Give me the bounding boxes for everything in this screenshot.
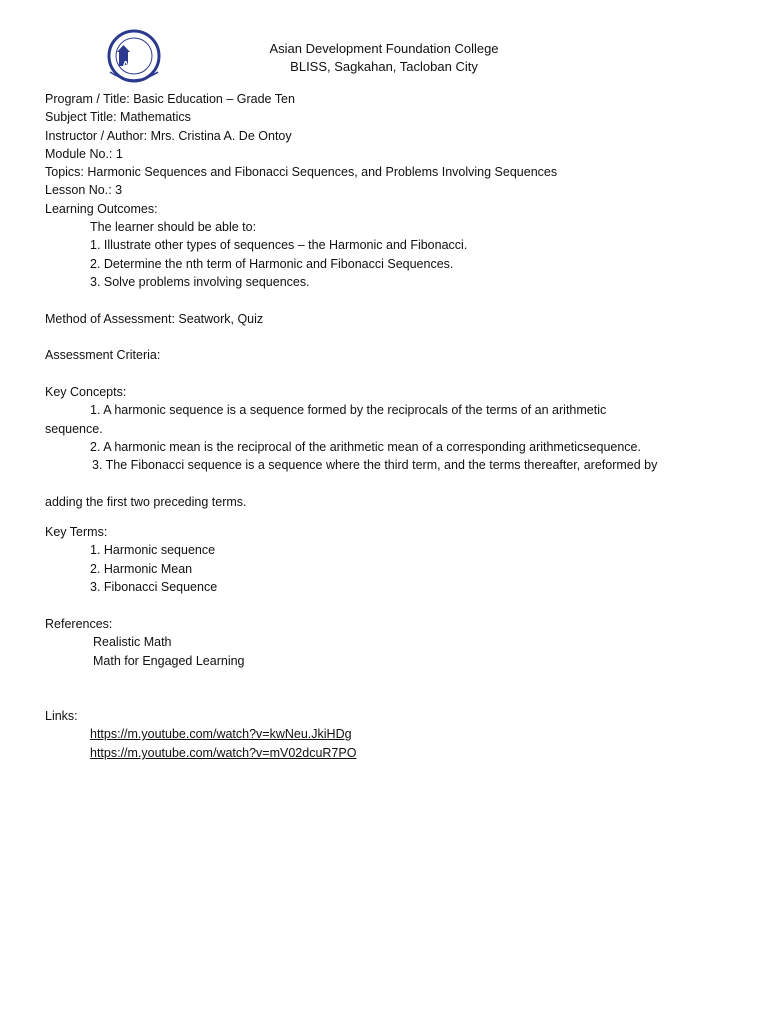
key-terms-heading: Key Terms: [45, 525, 108, 539]
logo-text: ADF [122, 60, 143, 71]
institution-name: Asian Development Foundation College [269, 41, 499, 56]
program-title: Program / Title: Basic Education – Grade Ten [45, 92, 295, 106]
assessment-criteria: Assessment Criteria: [45, 348, 161, 362]
key-concept-item-continued: adding the first two preceding terms. [45, 495, 247, 509]
reference-item: Realistic Math [93, 635, 172, 649]
key-term-item: 2. Harmonic Mean [90, 562, 193, 576]
youtube-link[interactable]: https://m.youtube.com/watch?v=kwNeu.JkiHDg [90, 727, 352, 741]
youtube-link[interactable]: https://m.youtube.com/watch?v=mV02dcuR7PO [90, 746, 357, 760]
outcome-item: 2. Determine the nth term of Harmonic and Fibonacci Sequences. [90, 257, 454, 271]
lesson-number: Lesson No.: 3 [45, 183, 123, 197]
key-concept-item: 3. The Fibonacci sequence is a sequence where the third term, and the terms thereafter, areformed by [92, 458, 658, 472]
key-concept-item: 2. A harmonic mean is the reciprocal of the arithmetic mean of a corresponding arithmeticsequence. [90, 440, 641, 454]
assessment-method: Method of Assessment: Seatwork, Quiz [45, 312, 264, 326]
links-heading: Links: [45, 709, 78, 723]
key-term-item: 1. Harmonic sequence [90, 543, 216, 557]
reference-item: Math for Engaged Learning [93, 654, 245, 668]
outcomes-intro: The learner should be able to: [90, 220, 257, 234]
key-concept-item: 1. A harmonic sequence is a sequence formed by the reciprocals of the terms of an arithmetic sequence. [45, 403, 607, 436]
outcome-item: 1. Illustrate other types of sequences – the Harmonic and Fibonacci. [90, 238, 468, 252]
institution-address: BLISS, Sagkahan, Tacloban City [290, 59, 478, 74]
references-heading: References: [45, 617, 113, 631]
outcome-item: 3. Solve problems involving sequences. [90, 275, 310, 289]
module-number: Module No.: 1 [45, 147, 123, 161]
key-term-item: 3. Fibonacci Sequence [90, 580, 218, 594]
topics: Topics: Harmonic Sequences and Fibonacci Sequences, and Problems Involving Sequences [45, 165, 558, 179]
institution-header [214, 40, 554, 76]
key-concepts-heading: Key Concepts: [45, 385, 127, 399]
outcomes-heading: Learning Outcomes: [45, 202, 158, 216]
subject-title: Subject Title: Mathematics [45, 110, 191, 124]
adf-seal-icon [100, 28, 168, 84]
instructor: Instructor / Author: Mrs. Cristina A. De Ontoy [45, 129, 292, 143]
